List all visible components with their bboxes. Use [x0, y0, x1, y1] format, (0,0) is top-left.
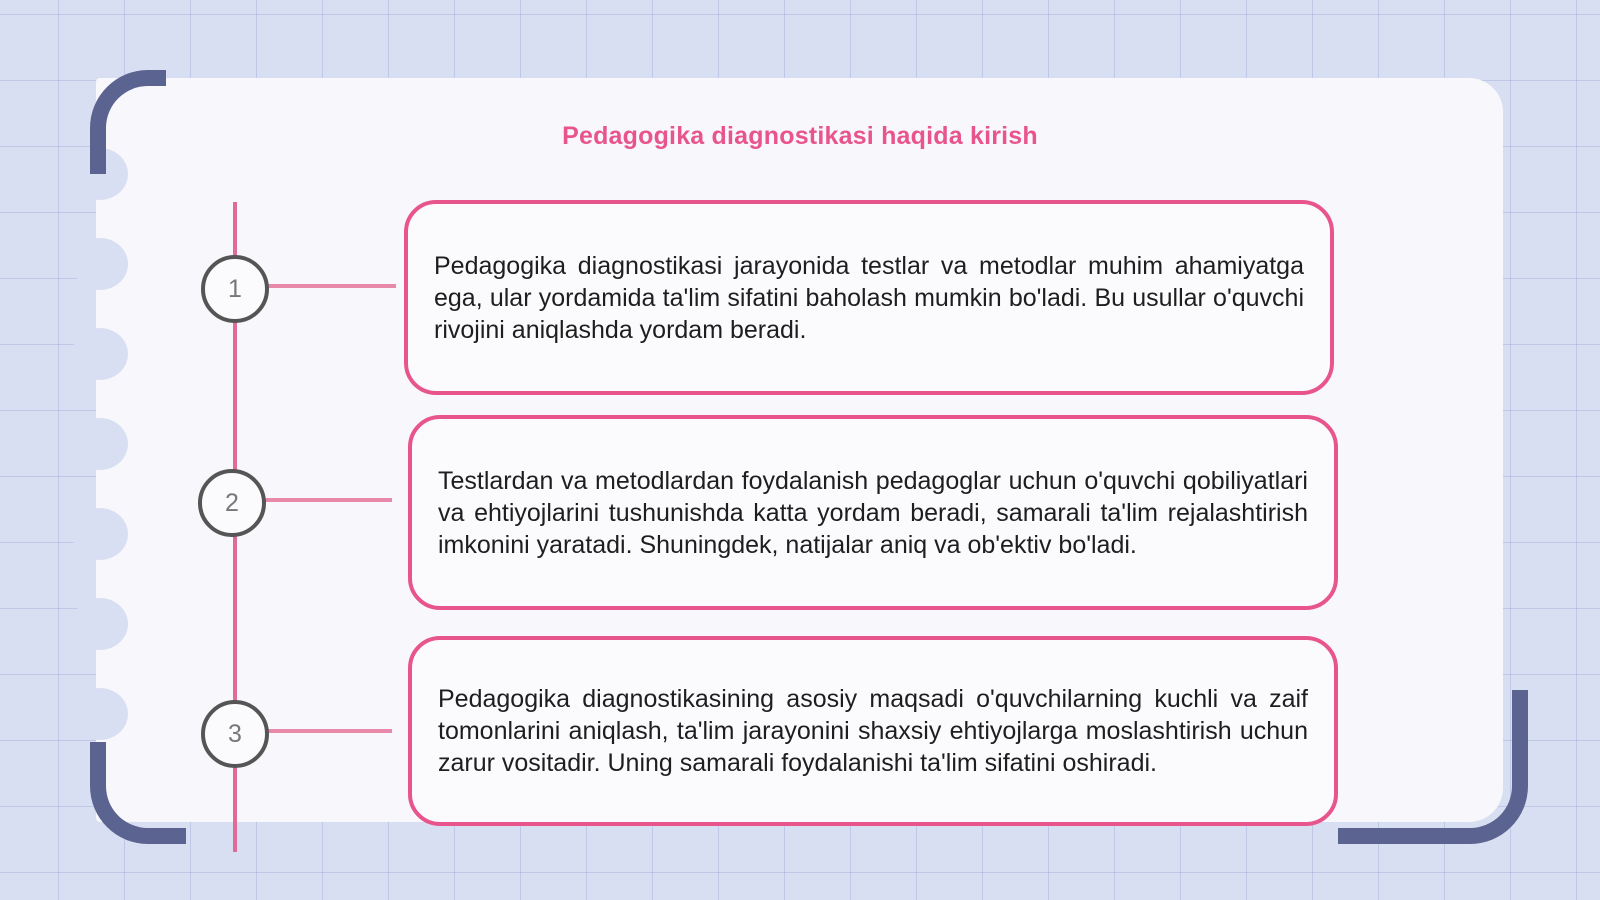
step-number-1: 1	[201, 255, 269, 323]
scallop-decoration	[72, 238, 128, 290]
slide-title: Pedagogika diagnostikasi haqida kirish	[562, 122, 1038, 150]
step-number-3: 3	[201, 700, 269, 768]
step-number-2: 2	[198, 469, 266, 537]
step-text-3: Pedagogika diagnostikasining asosiy maqsadi o'quvchilarning kuchli va zaif tomonlarini aniqlash, ta'lim jarayonini shaxsiy ehtiyojlarga moslashtirish uchun zarur vositadir. Uning samarali foydalanishi ta'lim sifatini oshiradi.	[438, 685, 1308, 777]
step-card-1	[404, 200, 1334, 395]
step-card-2	[408, 415, 1338, 610]
corner-bracket-bottom-right	[1338, 690, 1528, 844]
scallop-decoration	[72, 598, 128, 650]
connector-line-1	[268, 284, 396, 288]
corner-bracket-bottom-left	[90, 742, 186, 844]
scallop-decoration	[72, 688, 128, 740]
step-card-3	[408, 636, 1338, 826]
step-text-1: Pedagogika diagnostikasi jarayonida testlar va metodlar muhim ahamiyatga ega, ular yordamida ta'lim sifatini baholash mumkin bo'ladi. Bu usullar o'quvchi rivojini aniqlashda yordam beradi.	[434, 251, 1304, 344]
step-text-2: Testlardan va metodlardan foydalanish pedagoglar uchun o'quvchi qobiliyatlari va ehtiyojlarini tushunishda katta yordam beradi, samarali ta'lim rejalashtirish imkonini yaratadi. Shuningdek, natijalar aniq va ob'ektiv bo'ladi.	[438, 466, 1308, 559]
scallop-decoration	[72, 508, 128, 560]
scallop-decoration	[72, 328, 128, 380]
connector-line-3	[268, 729, 392, 733]
scallop-decoration	[72, 418, 128, 470]
connector-line-2	[264, 498, 392, 502]
